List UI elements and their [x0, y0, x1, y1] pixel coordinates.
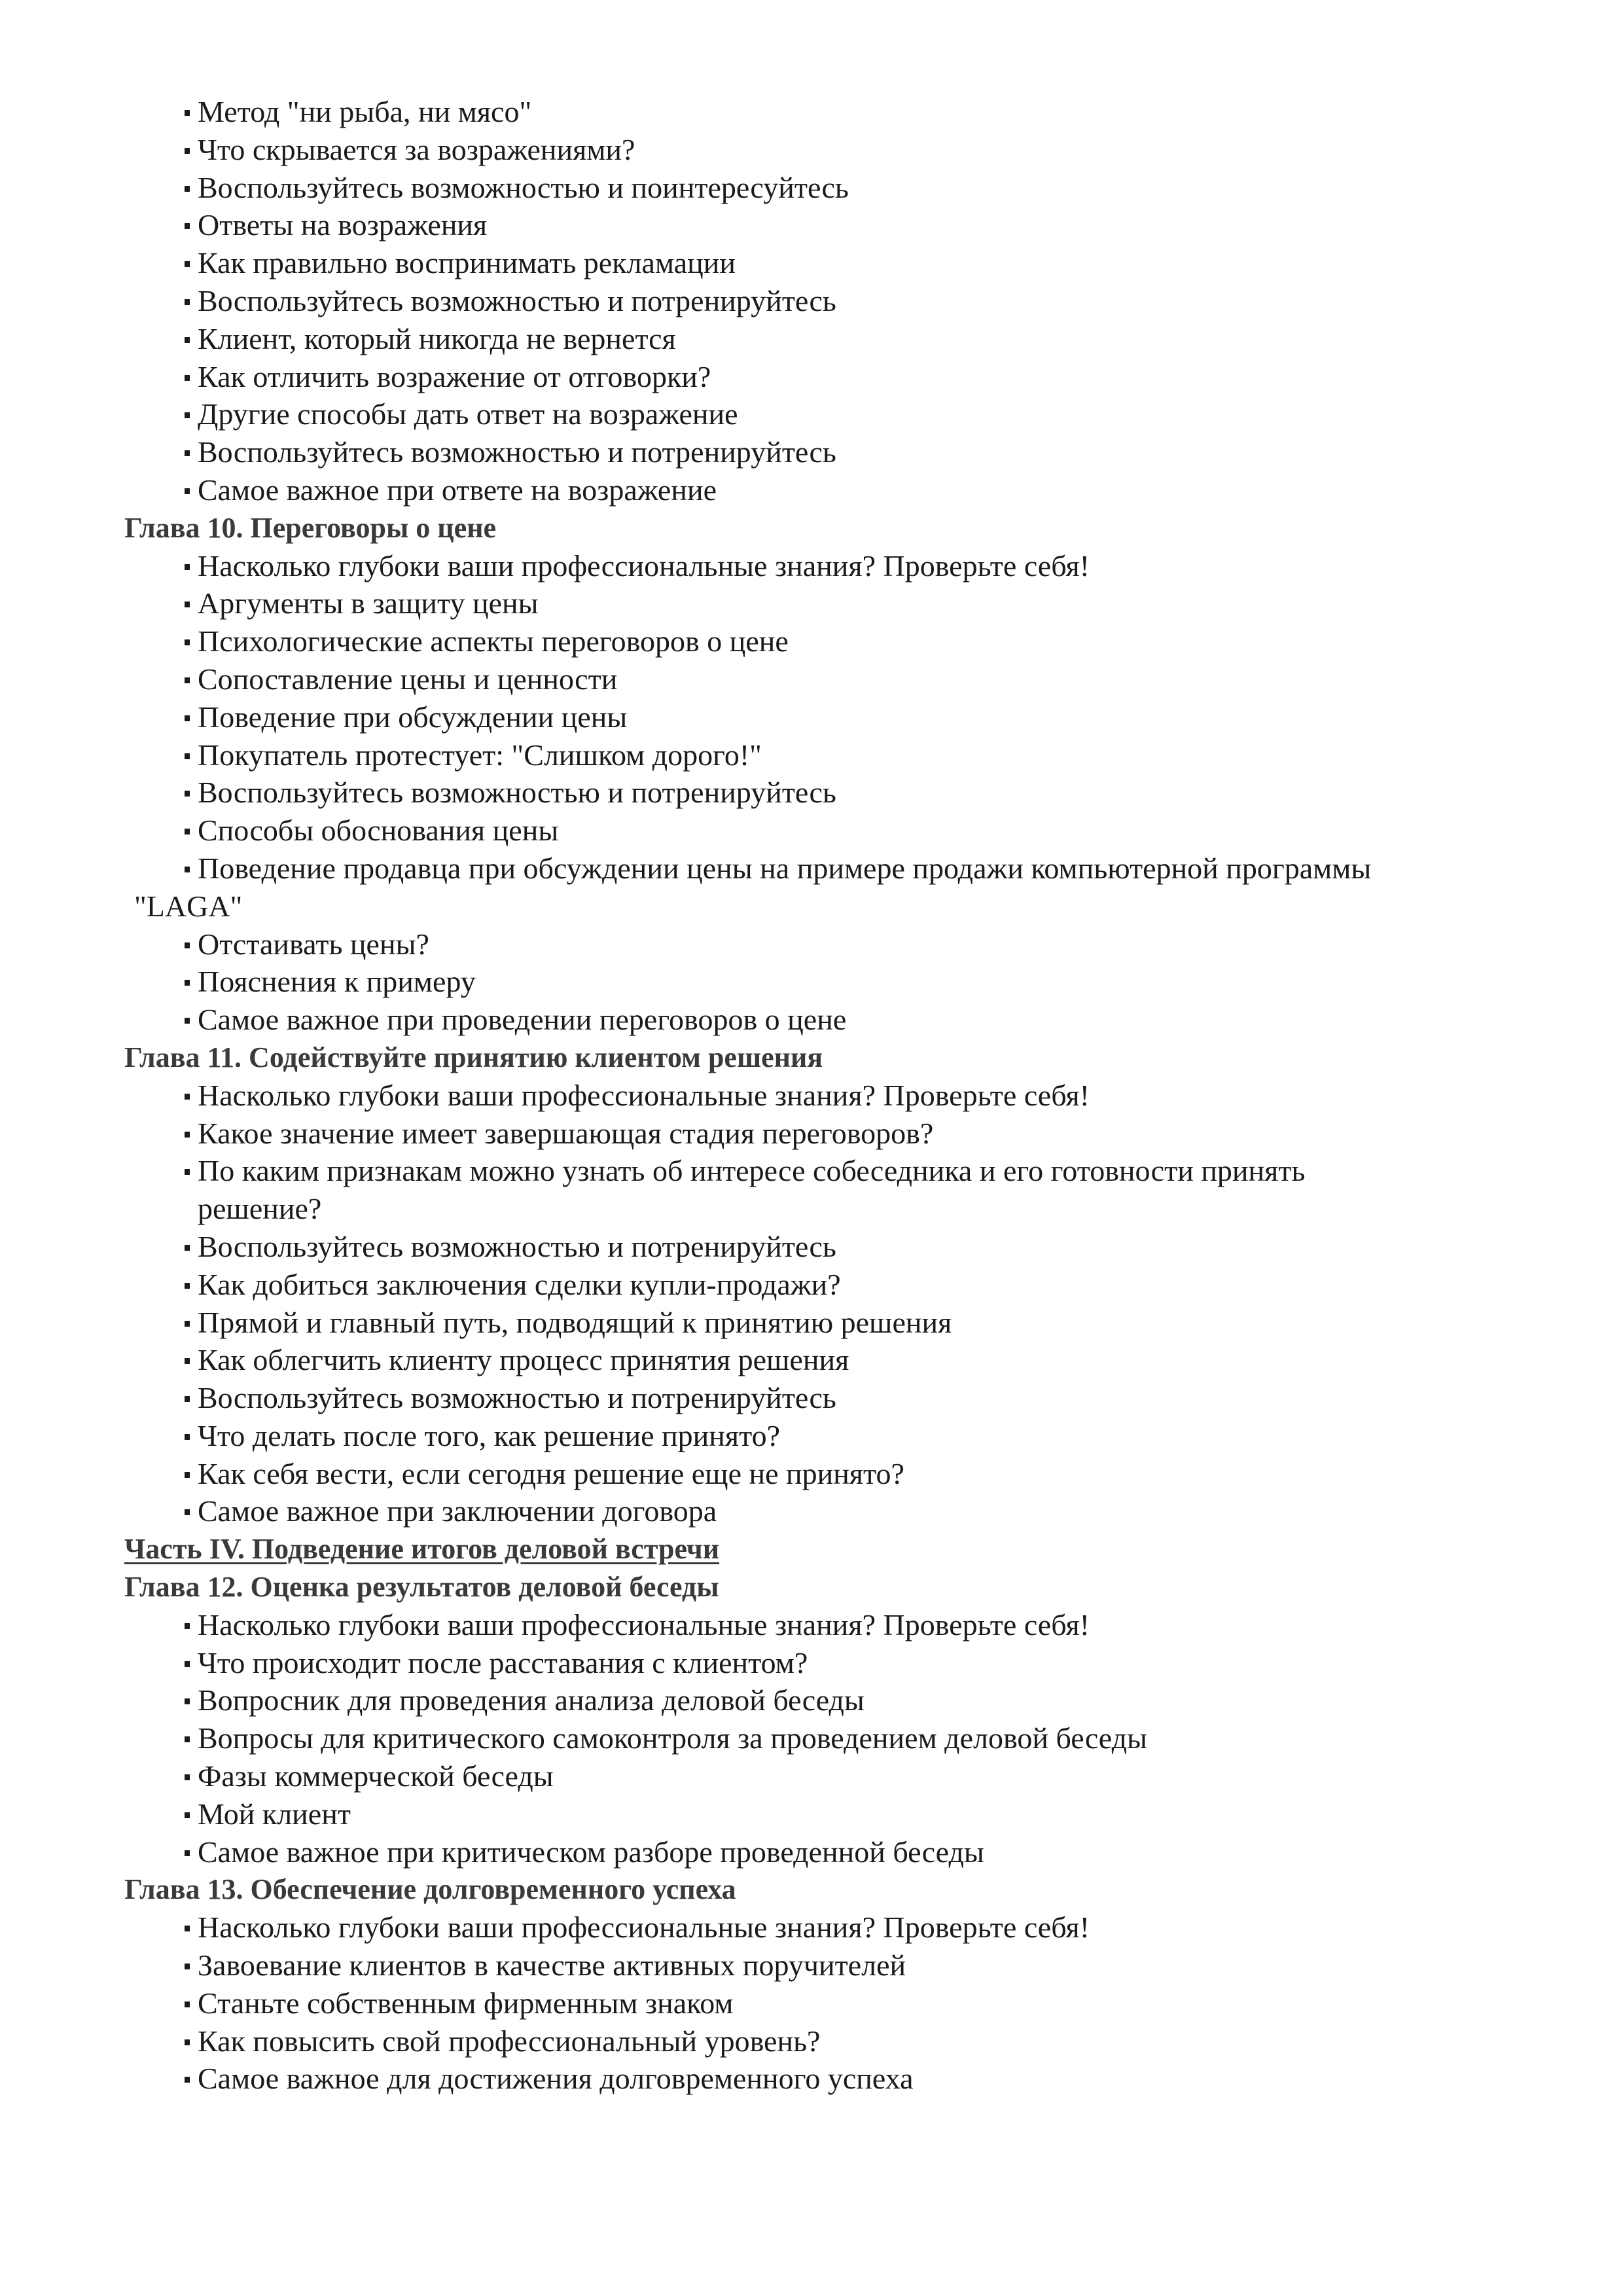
bullet-icon [185, 186, 190, 192]
bullet-icon [185, 1396, 190, 1402]
chapter-heading: Глава 10. Переговоры о цене [124, 511, 497, 544]
bullet-icon [185, 1850, 190, 1856]
list-item: Ответы на возражения [124, 206, 1512, 244]
bullet-icon [185, 715, 190, 721]
bullet-icon [185, 148, 190, 154]
bullet-icon [185, 1736, 190, 1742]
list-item: Воспользуйтесь возможностью и потренируйтесь [124, 1228, 1512, 1266]
list-item: Воспользуйтесь возможностью и потренируйтесь [124, 1379, 1512, 1417]
list-item: Прямой и главный путь, подводящий к принятию решения [124, 1304, 1512, 1342]
list-item: Самое важное при проведении переговоров о цене [124, 1001, 1512, 1039]
bullet-icon [185, 261, 190, 267]
list-item: Какое значение имеет завершающая стадия переговоров? [124, 1115, 1512, 1153]
bullet-icon [185, 1509, 190, 1515]
bullet-icon [185, 1812, 190, 1818]
list-item: По каким признакам можно узнать об интересе собеседника и его готовности принять [124, 1152, 1512, 1190]
chapter-heading: Глава 13. Обеспечение долговременного успеха [124, 1873, 736, 1906]
bullet-icon [185, 791, 190, 797]
bullet-icon [185, 1434, 190, 1440]
list-item: Самое важное при критическом разборе проведенной беседы [124, 1833, 1512, 1871]
bullet-icon [185, 2077, 190, 2083]
list-item: Завоевание клиентов в качестве активных поручителей [124, 1946, 1512, 1984]
bullet-icon [185, 1169, 190, 1175]
list-item: Насколько глубоки ваши профессиональные знания? Проверьте себя! [124, 1909, 1512, 1946]
bullet-icon [185, 1472, 190, 1478]
list-item: Как правильно воспринимать рекламации [124, 244, 1512, 282]
bullet-icon [185, 601, 190, 607]
list-item: Вопросник для проведения анализа деловой беседы [124, 1681, 1512, 1719]
bullet-icon [185, 1698, 190, 1704]
bullet-icon [185, 639, 190, 645]
list-item: Метод "ни рыба, ни мясо" [124, 93, 1512, 131]
list-item: Насколько глубоки ваши профессиональные знания? Проверьте себя! [124, 1606, 1512, 1644]
list-item: Аргументы в защиту цены [124, 584, 1512, 622]
bullet-icon [185, 1321, 190, 1327]
list-item-wrap: "LAGA" [134, 889, 243, 923]
bullet-icon [185, 1018, 190, 1024]
list-item: Отстаивать цены? [124, 925, 1512, 963]
bullet-icon [185, 677, 190, 683]
list-item: Как добиться заключения сделки купли-продажи? [124, 1266, 1512, 1304]
list-item: Насколько глубоки ваши профессиональные знания? Проверьте себя! [124, 547, 1512, 585]
bullet-icon [185, 829, 190, 834]
chapter-heading: Глава 11. Содействуйте принятию клиентом решения [124, 1041, 823, 1073]
bullet-icon [185, 1245, 190, 1251]
bullet-icon [185, 1774, 190, 1780]
bullet-icon [185, 2001, 190, 2007]
list-item: Воспользуйтесь возможностью и потренируйтесь [124, 282, 1512, 320]
bullet-icon [185, 1132, 190, 1138]
bullet-icon [185, 337, 190, 343]
list-item: Мой клиент [124, 1795, 1512, 1833]
document-page [124, 93, 1512, 2098]
bullet-icon [185, 299, 190, 305]
list-item: Поведение продавца при обсуждении цены на примере продажи компьютерной программы [124, 850, 1512, 888]
bullet-icon [185, 450, 190, 456]
list-item: Способы обоснования цены [124, 812, 1512, 850]
bullet-icon [185, 867, 190, 872]
list-item: Поведение при обсуждении цены [124, 698, 1512, 736]
list-item: Фазы коммерческой беседы [124, 1757, 1512, 1795]
list-item: Самое важное при заключении договора [124, 1492, 1512, 1530]
list-item: Воспользуйтесь возможностью и поинтересуйтесь [124, 169, 1512, 207]
list-item: Клиент, который никогда не вернется [124, 320, 1512, 358]
list-item: Самое важное для достижения долговременного успеха [124, 2060, 1512, 2098]
bullet-icon [185, 1926, 190, 1931]
bullet-icon [185, 1358, 190, 1364]
bullet-icon [185, 110, 190, 116]
list-item: Психологические аспекты переговоров о цене [124, 622, 1512, 660]
list-item: Как себя вести, если сегодня решение еще не принято? [124, 1455, 1512, 1493]
list-item: Как повысить свой профессиональный уровень? [124, 2022, 1512, 2060]
bullet-icon [185, 1623, 190, 1629]
bullet-icon [185, 942, 190, 948]
list-item: Воспользуйтесь возможностью и потренируйтесь [124, 774, 1512, 812]
list-item: Что происходит после расставания с клиентом? [124, 1644, 1512, 1682]
bullet-icon [185, 223, 190, 229]
list-item: Пояснения к примеру [124, 963, 1512, 1001]
bullet-icon [185, 564, 190, 570]
chapter-heading: Глава 12. Оценка результатов деловой беседы [124, 1571, 719, 1604]
bullet-icon [185, 1661, 190, 1667]
list-item: Как отличить возражение от отговорки? [124, 358, 1512, 396]
list-item: Воспользуйтесь возможностью и потренируйтесь [124, 433, 1512, 471]
list-item: Насколько глубоки ваши профессиональные знания? Проверьте себя! [124, 1077, 1512, 1115]
bullet-icon [185, 412, 190, 418]
list-item: Другие способы дать ответ на возражение [124, 395, 1512, 433]
list-item: Как облегчить клиенту процесс принятия решения [124, 1341, 1512, 1379]
bullet-icon [185, 980, 190, 986]
list-item: Вопросы для критического самоконтроля за проведением деловой беседы [124, 1719, 1512, 1757]
list-item: Что делать после того, как решение принято? [124, 1417, 1512, 1455]
list-item: Сопоставление цены и ценности [124, 660, 1512, 698]
list-item: Самое важное при ответе на возражение [124, 471, 1512, 509]
bullet-icon [185, 1283, 190, 1289]
bullet-icon [185, 488, 190, 494]
list-item: Станьте собственным фирменным знаком [124, 1984, 1512, 2022]
list-item: Покупатель протестует: "Слишком дорого!" [124, 736, 1512, 774]
bullet-icon [185, 2039, 190, 2045]
list-item-continuation: решение? [198, 1192, 322, 1226]
bullet-icon [185, 753, 190, 759]
part-heading: Часть IV. Подведение итогов деловой встречи [124, 1533, 720, 1566]
bullet-icon [185, 375, 190, 381]
bullet-icon [185, 1964, 190, 1969]
bullet-icon [185, 1094, 190, 1100]
list-item: Что скрывается за возражениями? [124, 131, 1512, 169]
